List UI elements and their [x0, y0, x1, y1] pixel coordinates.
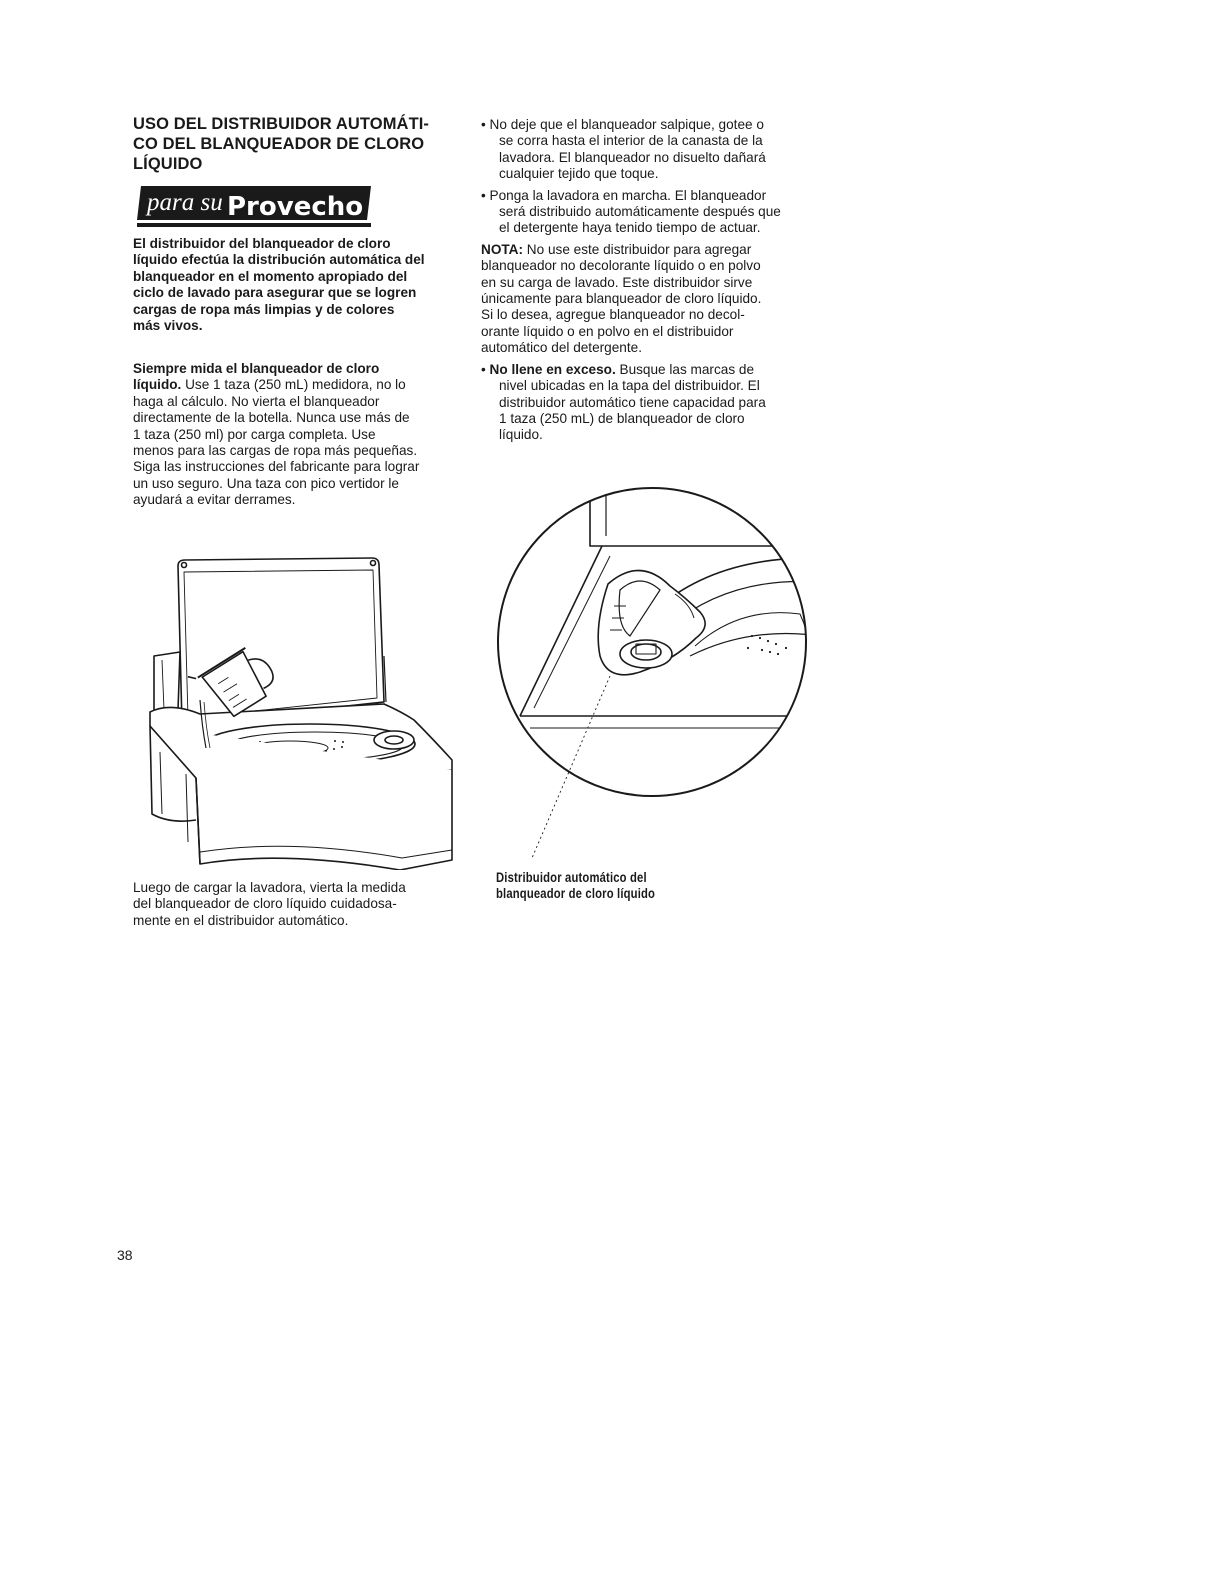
text-line: lavadora. El blanqueador no disuelto dañará — [499, 149, 766, 165]
text-line: se corra hasta el interior de la canasta de la — [499, 133, 763, 149]
dispenser-caption — [496, 870, 714, 903]
text-line: Si lo desea, agregue blanqueador no decol- — [481, 307, 745, 323]
text-line: 1 taza (250 mL) de blanqueador de cloro — [499, 410, 745, 426]
text-line: blanqueador de cloro líquido — [496, 886, 656, 902]
text-line: nivel ubicadas en la tapa del distribuidor. El — [499, 378, 760, 394]
text-line: Siga las instrucciones del fabricante para lograr — [133, 459, 420, 475]
text-line: ciclo de lavado para asegurar que se logren — [133, 285, 417, 301]
text-line: blanqueador en el momento apropiado del — [133, 268, 408, 284]
list-item — [481, 362, 816, 444]
nota-paragraph — [481, 242, 816, 357]
text-line — [133, 377, 463, 393]
badge-graphic — [137, 186, 371, 228]
dispenser-closeup-illustration — [490, 486, 820, 866]
nota-label: NOTA: — [481, 241, 524, 257]
line-text: No deje que el blanqueador salpique, gotee o — [489, 117, 764, 132]
line-rest: Use 1 taza (250 mL) medidora, no lo — [181, 377, 406, 393]
text-line: • Ponga la lavadora en marcha. El blanqueador — [481, 187, 767, 203]
list-item — [481, 188, 816, 237]
line-text: Ponga la lavadora en marcha. El blanqueador — [489, 187, 767, 203]
heading-line: LÍQUIDO — [133, 155, 203, 173]
text-line: • No llene en exceso. Busque las marcas de — [481, 361, 755, 377]
text-line: automático del detergente. — [481, 340, 642, 356]
pour-caption — [133, 880, 463, 929]
badge-script-text: para su — [147, 189, 223, 216]
text-line: únicamente para blanqueador de cloro líquido. — [481, 291, 762, 307]
text-line: Luego de cargar la lavadora, vierta la medida — [133, 880, 406, 895]
bold-lead: líquido. — [133, 377, 182, 393]
text-line: El distribuidor del blanqueador de cloro — [133, 236, 391, 251]
right-column — [481, 117, 816, 449]
measure-paragraph — [133, 361, 463, 509]
text-line: cualquier tejido que toque. — [499, 166, 659, 182]
text-line: • No deje que el blanqueador salpique, gotee o — [481, 117, 764, 132]
text-line: en su carga de lavado. Este distribuidor sirve — [481, 274, 753, 290]
text-line: será distribuido automáticamente después que — [499, 204, 781, 220]
text-line: Siempre mida el blanqueador de cloro — [133, 361, 380, 376]
text-line: cargas de ropa más limpias y de colores — [133, 301, 395, 317]
bold-lead: No llene en exceso. — [489, 361, 616, 377]
text-line: 1 taza (250 ml) por carga completa. Use — [133, 426, 376, 442]
text-line: distribuidor automático tiene capacidad para — [499, 394, 766, 410]
text-line: menos para las cargas de ropa más pequeñas. — [133, 443, 418, 459]
text-line: blanqueador no decolorante líquido o en polvo — [481, 258, 761, 274]
heading-line: CO DEL BLANQUEADOR DE CLORO — [133, 135, 425, 153]
heading-line: USO DEL DISTRIBUIDOR AUTOMÁTI- — [133, 115, 430, 133]
washer-pouring-illustration — [140, 552, 462, 870]
text-line: orante líquido o en polvo en el distribuidor — [481, 323, 734, 339]
text-line: haga al cálculo. No vierta el blanqueador — [133, 393, 380, 409]
text-line — [481, 242, 816, 258]
section-heading — [133, 114, 463, 174]
line-rest: No use este distribuidor para agregar — [523, 241, 752, 257]
para-su-provecho-badge — [137, 186, 371, 228]
text-line: Distribuidor automático del — [496, 870, 647, 885]
list-item — [481, 117, 816, 183]
text-line: líquido efectúa la distribución automática del — [133, 252, 425, 268]
text-line: un uso seguro. Una taza con pico vertidor le — [133, 475, 399, 491]
text-line: mente en el distribuidor automático. — [133, 912, 349, 928]
page-number: 38 — [117, 1247, 133, 1263]
text-line: líquido. — [499, 427, 543, 443]
line-rest: Busque las marcas de — [615, 361, 755, 377]
text-line: el detergente haya tenido tiempo de actuar. — [499, 220, 761, 236]
text-line: más vivos. — [133, 318, 203, 334]
text-line: directamente de la botella. Nunca use más de — [133, 410, 410, 426]
text-line: ayudará a evitar derrames. — [133, 492, 296, 508]
text-line: del blanqueador de cloro líquido cuidadosa- — [133, 896, 397, 912]
badge-word: Provecho — [227, 192, 364, 222]
intro-paragraph — [133, 236, 463, 334]
